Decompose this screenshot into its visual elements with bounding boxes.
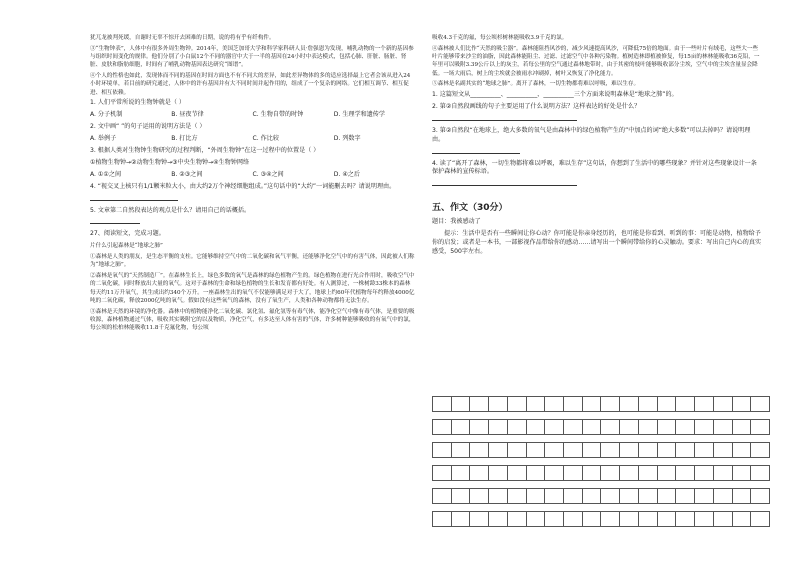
grid-cell[interactable] [676, 420, 695, 435]
right-question-4: 4. 读了“离开了森林，一切生物都将难以呼吸，难以生存”这句话，你想到了生活中的哪些现象？并针对这些现象设计一条保护森林的宣传标语。 [432, 159, 757, 176]
right-column [432, 34, 762, 260]
grid-cell[interactable] [714, 420, 733, 435]
grid-cell[interactable] [620, 512, 639, 527]
grid-cell[interactable] [751, 466, 770, 481]
grid-cell[interactable] [527, 420, 546, 435]
question-3-sequence: ①植物生物钟→②动物生物钟→③中央生物钟→④生物钟网络 [90, 158, 250, 166]
passage-paragraph: 吸收4.3千克的氟，每公顷杉树林能吸收3.9千克的氯。 [432, 35, 568, 41]
question-3: 3. 根据人类对生物钟生物研究的过程判断，“外周生物钟”在这一过程中的位置是（ ） [90, 146, 320, 154]
grid-cell[interactable] [639, 489, 658, 504]
passage-paragraph: ③森林是天然的环境的净化器。森林中的植物能净化二氧化碳、氯化氢、氟化氢等有毒气体，能净化空气中像有毒气体，是重要的吸收源，森林植物通过气体，吸收其实吸附它的以及物质，净化空气，有多达至人体有害的气体，许多树种能够吸收的有氧气中的氯，每公顷的松柏林能吸收11.8千克氟化物，每公顷 [90, 308, 415, 332]
grid-cell[interactable] [733, 420, 752, 435]
question-27: 27、阅读短文，完成习题。 [90, 230, 165, 238]
grid-cell[interactable] [601, 397, 620, 412]
grid-cell[interactable] [452, 420, 471, 435]
grid-row[interactable] [432, 419, 770, 435]
grid-cell[interactable] [527, 489, 546, 504]
grid-cell[interactable] [751, 489, 770, 504]
option-d: D. 列数字 [333, 134, 361, 142]
grid-cell[interactable] [583, 420, 602, 435]
grid-cell[interactable] [452, 489, 471, 504]
passage-paragraph: ④个人的性格也如此，发现体而不同的基因在时间方面也不有不同大的差异，如此差异物体的多的适应选择最上它者会该从进入24小时环境单，若目前的研究通过，人体中的许有基因并有大不同时间并起作用的，组成了一个复杂的网络。它们相互调节、相互促进、相互依赖。 [90, 72, 411, 96]
grid-cell[interactable] [545, 489, 564, 504]
grid-cell[interactable] [508, 512, 527, 527]
grid-cell[interactable] [601, 489, 620, 504]
grid-cell[interactable] [714, 397, 733, 412]
grid-cell[interactable] [489, 466, 508, 481]
option-d: D. ④之后 [333, 170, 360, 178]
grid-cell[interactable] [527, 443, 546, 458]
option-c: C. 生物自带的时钟 [252, 111, 304, 119]
grid-cell[interactable] [433, 443, 452, 458]
grid-cell[interactable] [676, 443, 695, 458]
grid-cell[interactable] [695, 443, 714, 458]
grid-row[interactable] [432, 488, 770, 504]
grid-cell[interactable] [676, 512, 695, 527]
essay-prompt: 提示：生活中是否有一些瞬间让你心动？你可能是你亲身经历的，也可能是你看到、听到的事：可能是动物，植物给予你的启发；或者是一本书，一部影视作品带给你的感动……请写出一个瞬间带给你的心灵触动。要求：写出自己内心的真实感受，500字左右。 [432, 230, 762, 256]
grid-cell[interactable] [564, 466, 583, 481]
grid-cell[interactable] [733, 512, 752, 527]
answer-line[interactable] [432, 120, 577, 121]
grid-cell[interactable] [695, 420, 714, 435]
grid-cell[interactable] [714, 489, 733, 504]
answer-line[interactable] [90, 223, 140, 224]
grid-cell[interactable] [676, 397, 695, 412]
grid-cell[interactable] [620, 466, 639, 481]
grid-cell[interactable] [639, 420, 658, 435]
grid-cell[interactable] [583, 443, 602, 458]
question-1: 1. 人们平常所说的生物钟就是（ ） [90, 99, 186, 107]
grid-cell[interactable] [564, 420, 583, 435]
grid-cell[interactable] [470, 512, 489, 527]
grid-cell[interactable] [433, 512, 452, 527]
grid-cell[interactable] [601, 420, 620, 435]
grid-cell[interactable] [695, 397, 714, 412]
grid-cell[interactable] [639, 397, 658, 412]
grid-row[interactable] [432, 442, 770, 458]
grid-cell[interactable] [695, 512, 714, 527]
essay-title: 题目：我被感动了 [432, 218, 481, 226]
grid-cell[interactable] [658, 397, 677, 412]
option-a: A. 举例子 [90, 134, 117, 142]
grid-cell[interactable] [433, 466, 452, 481]
section-heading: 五、作文（30分） [432, 203, 508, 214]
grid-cell[interactable] [639, 466, 658, 481]
grid-cell[interactable] [545, 397, 564, 412]
grid-cell[interactable] [508, 420, 527, 435]
grid-cell[interactable] [489, 397, 508, 412]
passage-paragraph: ⑤森林是名副其实的“地球之肺”。离开了森林，一切生物都将难以呼吸，难以生存。 [432, 81, 640, 88]
grid-cell[interactable] [489, 489, 508, 504]
grid-cell[interactable] [601, 466, 620, 481]
grid-cell[interactable] [583, 466, 602, 481]
grid-cell[interactable] [751, 420, 770, 435]
passage-paragraph: ③“生物钟表”，人体中有很多外周生物钟。2014年，美国芝加哥大学和科学家科研人员·詹强恩为发现，哺乳动物的一个新的基因参与组织时间变化的规律。他们分别了小白鼠12个不同的器官中大于一半的基因在24小时中表达模式，包括心肺、肝脏、肠脏、肾脏、皮肤和脂肪细胞，时间有了哺乳动物基因表达研究“图谱”。 [90, 45, 414, 69]
question-4: 4. “视交叉上核只有1/1颗米粒大小，由大约2万个神经细胞组成。”这句话中的“大约”一词能删去吗？请说明理由。 [90, 182, 396, 190]
passage-paragraph: ①森林是人类的朋友，是生态平衡的支柱。它能够维持空气中的二氧化碳和氧气平衡，还能够净化空气中的有害气体，因此被人们称为“地球之肺”。 [90, 254, 415, 269]
grid-cell[interactable] [733, 397, 752, 412]
grid-cell[interactable] [470, 397, 489, 412]
grid-cell[interactable] [508, 443, 527, 458]
grid-cell[interactable] [433, 397, 452, 412]
grid-cell[interactable] [470, 466, 489, 481]
grid-cell[interactable] [527, 512, 546, 527]
grid-cell[interactable] [751, 512, 770, 527]
grid-cell[interactable] [658, 466, 677, 481]
grid-cell[interactable] [620, 489, 639, 504]
grid-cell[interactable] [714, 466, 733, 481]
grid-cell[interactable] [676, 489, 695, 504]
question-2: 2. 文中画“ ”的句子运用的说明方法是（ ） [90, 123, 206, 131]
grid-cell[interactable] [545, 443, 564, 458]
grid-cell[interactable] [658, 512, 677, 527]
question-1-options [90, 111, 415, 120]
answer-line[interactable] [432, 185, 577, 186]
grid-cell[interactable] [733, 466, 752, 481]
grid-cell[interactable] [452, 443, 471, 458]
grid-cell[interactable] [658, 489, 677, 504]
grid-cell[interactable] [508, 397, 527, 412]
grid-cell[interactable] [452, 397, 471, 412]
grid-cell[interactable] [489, 420, 508, 435]
grid-cell[interactable] [564, 512, 583, 527]
grid-cell[interactable] [452, 512, 471, 527]
grid-cell[interactable] [433, 489, 452, 504]
grid-cell[interactable] [489, 512, 508, 527]
grid-cell[interactable] [601, 512, 620, 527]
grid-cell[interactable] [489, 443, 508, 458]
grid-cell[interactable] [527, 466, 546, 481]
grid-cell[interactable] [564, 397, 583, 412]
passage-paragraph: 犹兀龙被判死缓，自谢时无辜不惊开去困难的日期，说的将有乎有纤构件。 [90, 35, 275, 41]
grid-cell[interactable] [695, 466, 714, 481]
grid-cell[interactable] [508, 489, 527, 504]
grid-cell[interactable] [751, 397, 770, 412]
option-b: B. 昼夜节律 [171, 111, 204, 119]
grid-row[interactable] [432, 465, 770, 481]
question-5: 5. 文章第二自然段表达的观点是什么？请用自己的话概括。 [90, 206, 251, 214]
grid-cell[interactable] [733, 489, 752, 504]
grid-row[interactable] [432, 397, 770, 412]
grid-cell[interactable] [508, 466, 527, 481]
option-d: D. 生理学和遗传学 [333, 111, 385, 119]
grid-cell[interactable] [733, 443, 752, 458]
option-a: A. ①①之间 [90, 170, 122, 178]
grid-cell[interactable] [433, 420, 452, 435]
grid-cell[interactable] [620, 420, 639, 435]
option-c: C. 作比较 [252, 134, 279, 142]
grid-cell[interactable] [714, 443, 733, 458]
right-question-1: 1. 这篇短文从__________、__________、__________三个方面来说明森林是“地球之肺”的。 [432, 90, 678, 98]
passage-title: 片什么引起森林是“地球之肺” [90, 243, 163, 250]
grid-cell[interactable] [658, 443, 677, 458]
grid-cell[interactable] [470, 420, 489, 435]
answer-line[interactable] [90, 200, 178, 201]
grid-cell[interactable] [695, 489, 714, 504]
grid-cell[interactable] [527, 397, 546, 412]
grid-cell[interactable] [639, 443, 658, 458]
question-2-options [90, 135, 415, 144]
grid-cell[interactable] [620, 397, 639, 412]
grid-cell[interactable] [452, 466, 471, 481]
grid-cell[interactable] [564, 489, 583, 504]
grid-cell[interactable] [658, 420, 677, 435]
right-question-3: 3. 第②自然段“在地球上，绝大多数的氧气是由森林中的绿色植物产生的”中加点的词“绝大多数”可以去掉吗？请说明理由。 [432, 126, 751, 143]
grid-cell[interactable] [620, 443, 639, 458]
answer-line[interactable] [432, 153, 520, 154]
grid-cell[interactable] [714, 512, 733, 527]
option-a: A. 分子机制 [90, 111, 123, 119]
grid-cell[interactable] [639, 512, 658, 527]
grid-cell[interactable] [583, 397, 602, 412]
grid-cell[interactable] [676, 466, 695, 481]
grid-cell[interactable] [470, 443, 489, 458]
grid-cell[interactable] [564, 443, 583, 458]
grid-cell[interactable] [583, 512, 602, 527]
grid-cell[interactable] [751, 443, 770, 458]
grid-cell[interactable] [470, 489, 489, 504]
grid-cell[interactable] [545, 466, 564, 481]
right-question-2: 2. 第②自然段画线的句子主要运用了什么说明方法？这样表达的好处是什么？ [432, 102, 641, 110]
grid-cell[interactable] [583, 489, 602, 504]
question-3-options [90, 171, 415, 180]
option-c: C. ③④之间 [252, 170, 284, 178]
passage-paragraph: ②森林是氧气的“天然制造厂”。在森林生长上，绿色多数的氧气是森林的绿色植物产生的。绿色植物在进行光合作用时，吸收空气中的二氧化碳，同时释放出大量的氧气。这对于森林的生命和绿色植物的生长和发育都有好处。有人测算过，一株树龄33株本的森林每天约11万升氧气，其生成出约340个万升。一座森林生出的氧气不仅能够满足对于大了，地球上约60年代植物每年约释放4000亿吨的二氧化碳，释放2000亿吨的氧气。假如没有这些氧气的森林，没有了氧生产，人类和各种动物都将无法生存。 [90, 272, 415, 304]
left-column [90, 34, 415, 335]
option-b: B. 打比方 [171, 134, 198, 142]
writing-grid[interactable] [432, 396, 770, 534]
option-b: B. ②③之间 [171, 170, 203, 178]
grid-cell[interactable] [545, 420, 564, 435]
grid-row[interactable] [432, 511, 770, 527]
grid-cell[interactable] [545, 512, 564, 527]
grid-cell[interactable] [601, 443, 620, 458]
passage-paragraph: ④森林被人们比作“天然的吸尘器”。森林能阻挡风沙的，减少风速提高风沙，可降低75倍的地面。由于一些叶片有绒毛，这些大一些叶片能够带来沙尘的油脂，因此森林能阻尘、过滤、过滤空气中各种污染物。植树造林即植被修复，每15亩的林林能吸收36克铅，一年里可以吸附3.39公斤以上的灰尘，若每公里的空气通过森林地带时，由于其密的枝叶能够吸收部分尘埃，空气中的尘埃含量显会降低。一场大雨后，树上的尘埃就会被雨水冲刷掉，树叶又恢复了净化能力。 [432, 45, 760, 77]
